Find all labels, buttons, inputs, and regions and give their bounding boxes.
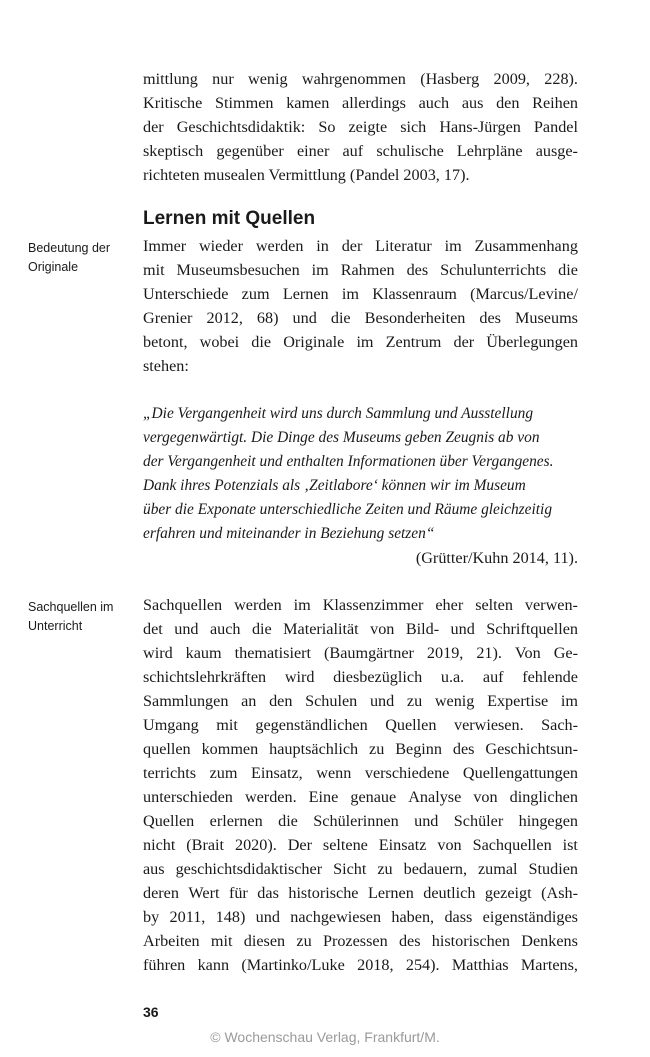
block-quote xyxy=(143,402,578,546)
text-line: Sammlungen an den Schulen und zu wenig Expertise im xyxy=(143,692,578,710)
margin-note-line: Sachquellen im xyxy=(28,600,114,614)
text-line: wird kaum thematisiert (Baumgärtner 2019, 21). Von Ge- xyxy=(143,644,578,662)
text-line: unterschieden werden. Eine genaue Analyse von dinglichen xyxy=(143,788,578,806)
margin-note-line: Bedeutung der xyxy=(28,241,111,255)
text-line: mit Museumsbesuchen im Rahmen des Schulunterrichts die xyxy=(143,261,578,279)
quote-line: der Vergangenheit und enthalten Informationen über Vergangenes. xyxy=(143,453,554,470)
margin-note-sachquellen xyxy=(28,598,128,636)
quote-line: vergegenwärtigt. Die Dinge des Museums geben Zeugnis ab von xyxy=(143,429,540,446)
text-line: aus geschichtsdidaktischer Sicht zu bedauern, zumal Studien xyxy=(143,860,578,878)
paragraph-sachquellen xyxy=(143,593,578,977)
text-line: Kritische Stimmen kamen allerdings auch aus den Reihen xyxy=(143,94,578,112)
text-line: führen kann (Martinko/Luke 2018, 254). Matthias Martens, xyxy=(143,956,578,974)
text-line: Arbeiten mit diesen zu Prozessen des historischen Denkens xyxy=(143,932,578,950)
text-line: Immer wieder werden in der Literatur im Zusammenhang xyxy=(143,237,578,255)
text-line: nicht (Brait 2020). Der seltene Einsatz von Sachquellen ist xyxy=(143,836,578,854)
text-line: skeptisch gegenüber einer auf schulische Lehrpläne ausge- xyxy=(143,142,578,160)
section-heading: Lernen mit Quellen xyxy=(143,208,316,229)
text-line: schichtslehrkräften wird diesbezüglich u.a. auf fehlende xyxy=(143,668,578,686)
quote-line: Dank ihres Potenzials als ‚Zeitlabore‘ können wir im Museum xyxy=(143,477,526,494)
text-line: deren Wert für das historische Lernen deutlich gezeigt (Ash- xyxy=(143,884,578,902)
text-line: by 2011, 148) und nachgewiesen haben, dass eigenständiges xyxy=(143,908,578,926)
text-line: betont, wobei die Originale im Zentrum der Überlegungen xyxy=(143,333,578,351)
copyright-footer: © Wochenschau Verlag, Frankfurt/M. xyxy=(210,1029,440,1045)
paragraph-intro xyxy=(143,67,578,187)
margin-note-originale xyxy=(28,239,128,277)
quote-line: erfahren und miteinander in Beziehung setzen“ xyxy=(143,525,435,542)
text-line: Quellen erlernen die Schülerinnen und Schüler hingegen xyxy=(143,812,578,830)
quote-line: über die Exponate unterschiedliche Zeiten und Räume gleichzeitig xyxy=(143,501,553,518)
page-number: 36 xyxy=(143,1004,159,1020)
text-line: stehen: xyxy=(143,357,189,375)
text-line: Grenier 2012, 68) und die Besonderheiten des Museums xyxy=(143,309,578,327)
text-line: richteten musealen Vermittlung (Pandel 2003, 17). xyxy=(143,166,470,184)
paragraph-lernen xyxy=(143,234,578,378)
text-line: mittlung nur wenig wahrgenommen (Hasberg 2009, 228). xyxy=(143,70,578,88)
quote-line: „Die Vergangenheit wird uns durch Sammlung und Ausstellung xyxy=(143,405,534,422)
text-line: Umgang mit gegenständlichen Quellen verwiesen. Sach- xyxy=(143,716,578,734)
margin-note-line: Originale xyxy=(28,260,79,274)
text-line: quellen kommen hauptsächlich zu Beginn des Geschichtsun- xyxy=(143,740,578,758)
text-line: Sachquellen werden im Klassenzimmer eher selten verwen- xyxy=(143,596,578,614)
text-line: Unterschiede zum Lernen im Klassenraum (Marcus/Levine/ xyxy=(143,285,578,303)
quote-citation: (Grütter/Kuhn 2014, 11). xyxy=(415,549,578,567)
margin-note-line: Unterricht xyxy=(28,619,83,633)
text-line: terrichts zum Einsatz, wenn verschiedene Quellengattungen xyxy=(143,764,578,782)
text-line: der Geschichtsdidaktik: So zeigte sich Hans-Jürgen Pandel xyxy=(143,118,578,136)
text-line: det und auch die Materialität von Bild- und Schriftquellen xyxy=(143,620,578,638)
